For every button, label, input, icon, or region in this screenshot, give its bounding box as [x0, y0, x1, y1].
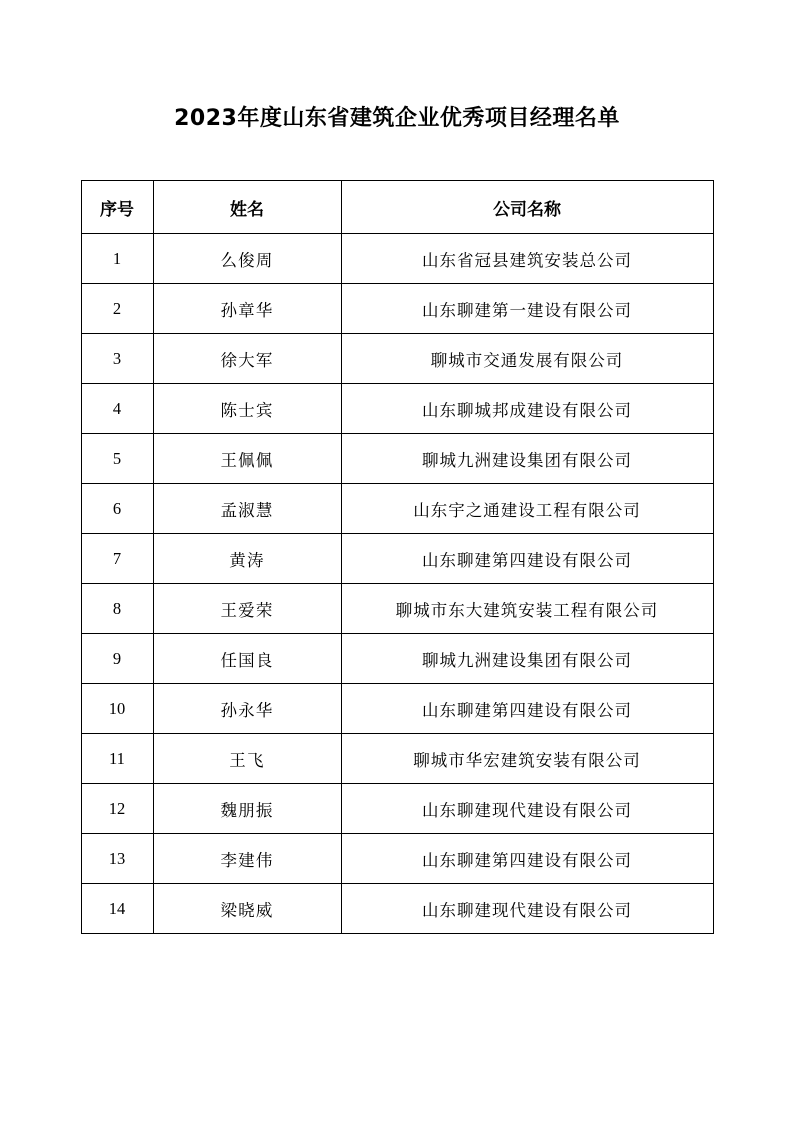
column-header-company: 公司名称: [341, 181, 713, 234]
cell-company: 山东聊建现代建设有限公司: [341, 884, 713, 934]
cell-index: 5: [81, 434, 153, 484]
column-header-name: 姓名: [153, 181, 341, 234]
table-row: [81, 684, 713, 734]
cell-company: 山东聊建第四建设有限公司: [341, 534, 713, 584]
table-row: [81, 634, 713, 684]
cell-name: 魏朋振: [153, 784, 341, 834]
table-row: [81, 484, 713, 534]
cell-name: 王爱荣: [153, 584, 341, 634]
table-row: [81, 384, 713, 434]
cell-company: 山东聊建现代建设有限公司: [341, 784, 713, 834]
column-header-index: 序号: [81, 181, 153, 234]
cell-company: 山东聊城邦成建设有限公司: [341, 384, 713, 434]
cell-company: 聊城市东大建筑安装工程有限公司: [341, 584, 713, 634]
cell-index: 11: [81, 734, 153, 784]
table-row: [81, 434, 713, 484]
cell-name: 么俊周: [153, 234, 341, 284]
cell-name: 梁晓威: [153, 884, 341, 934]
cell-index: 2: [81, 284, 153, 334]
roster-table-container: [0, 180, 794, 934]
cell-index: 14: [81, 884, 153, 934]
cell-company: 山东聊建第四建设有限公司: [341, 684, 713, 734]
cell-index: 4: [81, 384, 153, 434]
cell-name: 李建伟: [153, 834, 341, 884]
cell-company: 聊城市华宏建筑安装有限公司: [341, 734, 713, 784]
cell-index: 6: [81, 484, 153, 534]
cell-name: 王飞: [153, 734, 341, 784]
roster-table: [81, 180, 714, 934]
table-head: [81, 181, 713, 234]
table-row: [81, 834, 713, 884]
cell-company: 聊城市交通发展有限公司: [341, 334, 713, 384]
table-body: [81, 234, 713, 934]
cell-index: 1: [81, 234, 153, 284]
table-row: [81, 334, 713, 384]
cell-name: 孟淑慧: [153, 484, 341, 534]
cell-name: 孙永华: [153, 684, 341, 734]
cell-name: 黄涛: [153, 534, 341, 584]
cell-index: 8: [81, 584, 153, 634]
table-row: [81, 884, 713, 934]
cell-company: 山东聊建第四建设有限公司: [341, 834, 713, 884]
cell-name: 任国良: [153, 634, 341, 684]
cell-company: 山东省冠县建筑安装总公司: [341, 234, 713, 284]
cell-company: 山东聊建第一建设有限公司: [341, 284, 713, 334]
cell-index: 12: [81, 784, 153, 834]
table-header-row: [81, 181, 713, 234]
cell-company: 山东宇之通建设工程有限公司: [341, 484, 713, 534]
cell-name: 孙章华: [153, 284, 341, 334]
cell-company: 聊城九洲建设集团有限公司: [341, 434, 713, 484]
cell-index: 9: [81, 634, 153, 684]
cell-index: 7: [81, 534, 153, 584]
table-row: [81, 734, 713, 784]
table-row: [81, 784, 713, 834]
cell-index: 13: [81, 834, 153, 884]
cell-company: 聊城九洲建设集团有限公司: [341, 634, 713, 684]
table-row: [81, 234, 713, 284]
table-row: [81, 284, 713, 334]
table-row: [81, 534, 713, 584]
cell-name: 徐大军: [153, 334, 341, 384]
table-row: [81, 584, 713, 634]
cell-index: 10: [81, 684, 153, 734]
page-title: 2023年度山东省建筑企业优秀项目经理名单: [174, 106, 620, 131]
cell-name: 王佩佩: [153, 434, 341, 484]
cell-name: 陈士宾: [153, 384, 341, 434]
cell-index: 3: [81, 334, 153, 384]
